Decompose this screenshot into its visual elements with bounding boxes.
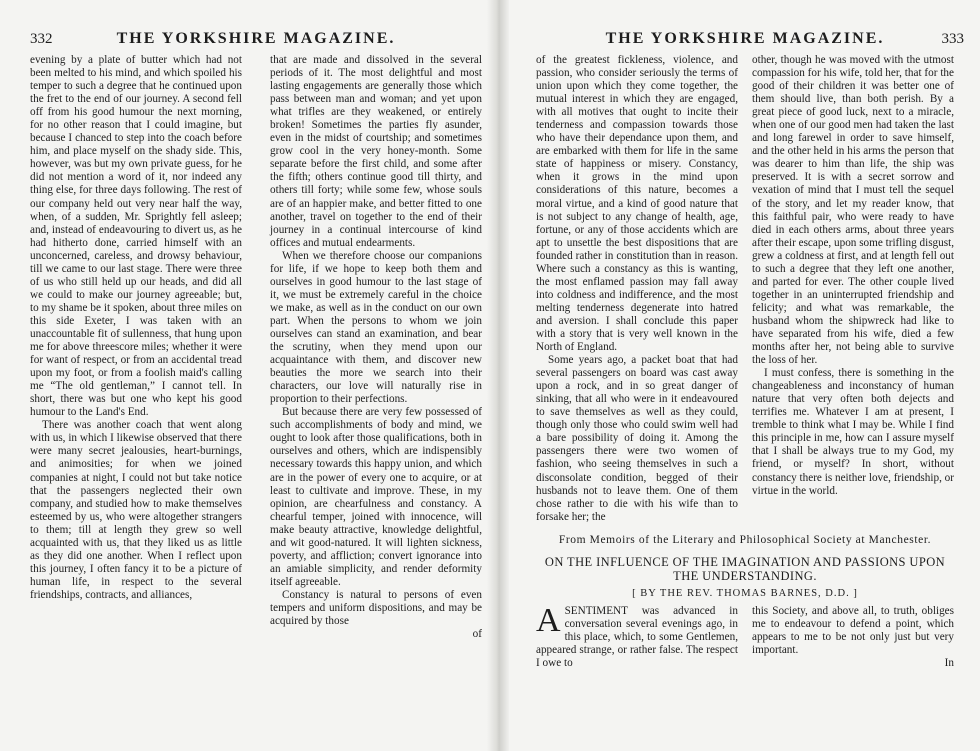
intro-text: SENTIMENT was advanced in conversation several evenings ago, in this place, which, to some Gentlemen, appeared strange, or rather false. The respect I owe to <box>536 604 738 669</box>
column-1 <box>536 54 738 524</box>
catchword: In <box>944 656 954 669</box>
paragraph: evening by a plate of butter which had not been melted to his mind, and which spoiled his temper to such a degree that he continued upon the fret to the end of our journey. A second fell off from his good humour the next morning, for no other reason that I could imagine, but because I chanced to step into the coach before him, and place myself on the shady side. This, however, was but my own private guess, for he did not mention a word of it, nor indeed any thing else, for three days following. The rest of our company held out very near half the way, when, of a sudden, Mr. Sprightly fell asleep; and, instead of endeavouring to divert us, as he had hitherto done, carried himself with an unconcerned, careless, and drowsy behaviour, till we came to our last stage. There were three of us who still held up our heads, and did all we could to make our journey agreeable; but, to my shame be it spoken, about three miles on this side Exeter, I was taken with an unaccountable fit of sullenness, that hung upon me for above threescore miles; whether it were for want of respect, or from an accidental tread upon my foot, or from a foolish maid's calling me “The old gentleman,” I cannot tell. In short, there was but one who kept his good humour to the Land's End. <box>30 54 242 419</box>
column-2 <box>752 54 954 524</box>
intro-paragraph <box>536 601 738 670</box>
text-columns <box>30 54 482 641</box>
running-head-title: THE YORKSHIRE MAGAZINE. <box>116 30 396 47</box>
paragraph: I must confess, there is something in the changeableness and inconstancy of human nature that very often both dejects and terrifies me. Whatever I am at present, I tremble to think what I may be. While I find this principle in me, how can I assure myself that I shall be always true to my God, my friend, or myself? In short, without constancy there is neither love, friendship, or virtue in the world. <box>752 367 954 497</box>
article-heading <box>536 534 954 670</box>
intro-column-2 <box>752 605 954 670</box>
paragraph: that are made and dissolved in the several periods of it. The most delightful and most lasting engagements are generally those which pass between man and woman; and yet upon what trifles are they weakened, or entirely broken! Sometimes the parties fly asunder, even in the midst of courtship; and sometimes grow cool in the very honey-month. Some separate before the first child, and some after the fifth; others continue good till thirty, and others till forty; while some few, whose souls are of an happier make, and better fitted to one another, travel on together to the end of their journey in a continual intercourse of kind offices and mutual endearments. <box>270 54 482 249</box>
paragraph: Constancy is natural to persons of even tempers and uniform dispositions, and may be acquired by those <box>270 588 482 628</box>
catchword: of <box>472 628 482 641</box>
article-source: From Memoirs of the Literary and Philosophical Society at Manchester. <box>558 533 932 546</box>
right-page <box>536 30 964 670</box>
running-head <box>536 30 964 52</box>
text-columns <box>536 54 954 524</box>
column-1 <box>30 54 242 641</box>
paragraph: Some years ago, a packet boat that had several passengers on board was cast away upon a rock, and in so great danger of sinking, that all who were in it endeavoured to save themselves as well as they could, though only those who could swim well had a bare possibility of doing it. Among the passengers there were two women of fashion, who seeing themselves in such a disconsolate condition, begged of their husbands not to leave them. One of them chose rather to die with his wife than to forsake her; the <box>536 354 738 523</box>
page-number: 332 <box>30 31 53 47</box>
book-gutter <box>487 0 509 751</box>
article-title: ON THE INFLUENCE OF THE IMAGINATION AND PASSIONS UPON THE UNDERSTANDING. <box>544 554 946 583</box>
paragraph: There was another coach that went along with us, in which I likewise observed that there were many secret jealousies, heart-burnings, and animosities; for when we joined companies at night, I could not but take notice that the passengers neglected their own company, and studied how to make themselves esteemed by us, who were altogether strangers to them; till at length they grew so well acquainted with us, that they liked us as little as they did one another. When I reflect upon this journey, I often fancy it to be a picture of human life, in respect to the several friendships, contracts, and alliances, <box>30 419 242 601</box>
intro-paragraph: this Society, and above all, to truth, obliges me to endeavour to defend a point, which appears to me to be not only just but very important. <box>752 604 954 656</box>
article-intro <box>536 601 954 670</box>
running-head-title: THE YORKSHIRE MAGAZINE. <box>605 30 885 47</box>
drop-cap: A <box>536 601 561 639</box>
running-head <box>30 30 482 52</box>
article-byline: [ BY THE REV. THOMAS BARNES, D.D. ] <box>632 587 858 599</box>
page-number: 333 <box>941 31 964 47</box>
left-page <box>30 30 482 641</box>
intro-column-1 <box>536 601 738 670</box>
paragraph: But because there are very few possessed of such accomplishments of body and mind, we ought to look after those qualifications, both in ourselves and others, which are indispensibly necessary towards this happy union, and which are in the power of every one to acquire, or at least to cultivate and improve. These, in my opinion, are chearfulness and constancy. A chearful temper, joined with innocence, will make beauty attractive, knowledge delightful, and wit good-natured. It will lighten sickness, poverty, and affliction; convert ignorance into an amiable simplicity, and render deformity itself agreeable. <box>270 406 482 588</box>
paragraph: When we therefore choose our companions for life, if we hope to keep both them and ourselves in good humour to the last stage of it, we must be extremely careful in the choice we make, as well as in the conduct on our own part. When the persons to whom we join ourselves can stand an examination, and bear the scrutiny, when they mend upon our acquaintance with them, and discover new beauties the more we search into their characters, our love will naturally rise in proportion to their perfections. <box>270 249 482 406</box>
column-2 <box>270 54 482 641</box>
paragraph: of the greatest fickleness, violence, and passion, who consider seriously the terms of union upon which they come together, the mutual interest in which they are engaged, with all motives that ought to incite their tenderness and compassion towards those who have their dependance upon them, and are embarked with them for life in the same state of happiness or misery. Constancy, when it grows in the mind upon considerations of this nature, becomes a moral virtue, and a kind of good nature that is not subject to any change of health, age, fortune, or any of those accidents which are apt to unsettle the best dispositions that are founded rather in constitution than in reason. Where such a constancy as this is wanting, the most enflamed passion may fall away into coldness and indifference, and the most melting tenderness degenerate into hatred and aversion. I shall conclude this paper with a story that is very well known in the North of England. <box>536 54 738 354</box>
paragraph: other, though he was moved with the utmost compassion for his wife, told her, that for the good of their children it was better one of them should live, than both perish. By a great piece of good luck, next to a miracle, when one of our good men had taken the last and long farewel in order to save himself, and the other held in his arms the person that was dearer to him than life, the ship was preserved. It is with a secret sorrow and vexation of mind that I must tell the sequel of the story, and let my reader know, that this faithful pair, who were ready to have died in each others arms, about three years after their escape, upon some trifling disgust, grew a coldness at first, and at length fell out to such a degree that they left one another, and parted for ever. The other couple lived together in an uninterrupted friendship and felicity; and what was remarkable, the husband whom the shipwreck had like to have separated from his wife, died a few months after her, not being able to survive the loss of her. <box>752 54 954 367</box>
